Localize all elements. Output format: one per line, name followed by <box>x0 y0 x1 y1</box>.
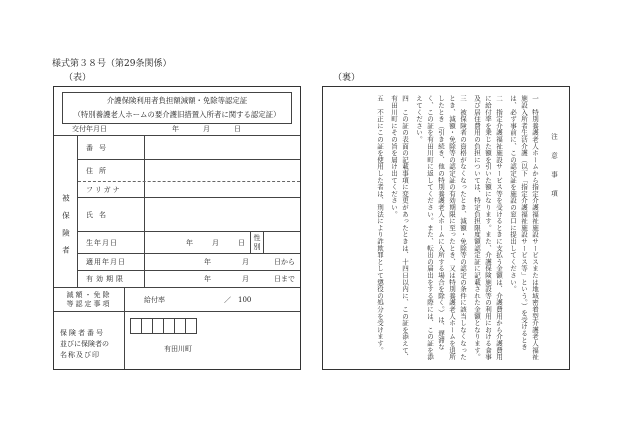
start-date-label: 適用年月日 <box>86 258 126 266</box>
notes-section <box>371 95 559 363</box>
expiry-label: 有効期限 <box>86 275 126 283</box>
birthdate-row <box>78 232 300 254</box>
title-line-2: （特別養護老人ホームの要介護旧措置入所者に関する認定証） <box>73 110 281 119</box>
benefit-rate-label: 給付率 <box>144 295 165 304</box>
birthdate-label: 生年月日 <box>86 238 118 247</box>
front-side-label: （表） <box>64 73 92 83</box>
insurer-section <box>54 312 300 369</box>
expiry-row <box>78 271 300 288</box>
title-line-1: 介護保険利用者負担額減額・免除等認定証 <box>106 96 248 105</box>
note-item: 一 特別養護老人ホームから指定介護福祉施設サービスまたは地域密着型介護老人福祉施設入所者生活介護（以下「指定介護福祉施設サービス等」という。）を受けるときは、必ず事前に、この認定証を施設の窓口に提出してください。 <box>509 95 539 361</box>
birth-month: 月 <box>212 238 219 247</box>
insured-person-vertical-text: 被保険者 <box>61 194 71 264</box>
name-row <box>78 198 300 232</box>
start-from: 日から <box>274 258 295 266</box>
notes-heading: 注 意 事 項 <box>550 133 558 200</box>
reduction-row <box>54 288 300 312</box>
expiry-month: 月 <box>242 275 249 283</box>
back-side-label: （裏） <box>333 73 361 83</box>
reduction-label-line-2: 等認定事項 <box>66 300 112 308</box>
insurer-label-line-1: 保険者番号 <box>60 329 105 337</box>
insured-number-row <box>78 136 300 160</box>
name-label: 氏名 <box>86 210 112 219</box>
insured-number-label: 番号 <box>86 143 112 152</box>
note-item: 四 この証の表面の記載事項に変更があったときは、十四日以内に、この証を添えて、有田川町にその旨を届け出てください。 <box>390 95 409 361</box>
insurer-label <box>60 328 122 361</box>
reduction-label <box>58 291 120 309</box>
start-date-row <box>78 254 300 271</box>
expiry-until: 日まで <box>274 275 295 283</box>
furigana-label: フリガナ <box>86 185 122 194</box>
furigana-row <box>78 182 300 198</box>
insured-person-header <box>54 136 78 288</box>
sex-label: 性別 <box>250 232 264 253</box>
insurer-label-line-2: 並びに保険者の <box>60 340 109 348</box>
certificate-back <box>322 86 570 370</box>
certificate-front <box>53 86 301 370</box>
issue-date-row <box>54 123 300 136</box>
insured-person-label <box>54 174 77 284</box>
start-year: 年 <box>204 258 211 266</box>
insurer-number-boxes <box>130 318 196 334</box>
birth-year: 年 <box>186 238 193 247</box>
birth-day: 日 <box>238 238 245 247</box>
address-row <box>78 160 300 182</box>
form-number: 様式第３８号（第29条関係） <box>52 59 172 69</box>
expiry-year: 年 <box>204 275 211 283</box>
insurer-label-line-3: 名称及び印 <box>60 351 100 359</box>
note-item: 三 被保険者の資格がなくなったとき、減額・免除等の認定の条件に該当しなくなったとき、減額・免除等の認定証の有効期限に至ったとき、又は特別養護老人ホームを退所したとき（引き続き、他の特別養護老人ホームに入所する場合を除く。）は、遅滞なく、この証を有田川町に返してください。また、転出の届出をする際には、この証を添えてください。 <box>415 95 467 361</box>
note-item: 五 不正にこの証を使用した者は、刑法により詐欺罪として懲役の処分を受けます。 <box>376 95 384 354</box>
benefit-rate-denominator: ／ 100 <box>224 295 252 304</box>
certificate-title <box>62 92 292 124</box>
note-item: 二 指定介護福祉施設サービス等を受けるときに支払う金額は、介護費用から介護費用に給付率を乗じた額を引いた額になります。また、介護保険施設等の利用における食事及び居住費用の負担については、特定負担限度額認定証に記載された金額となります。 <box>473 95 503 361</box>
insurer-name: 有田川町 <box>164 345 192 353</box>
address-label: 住所 <box>86 166 112 175</box>
start-month: 月 <box>242 258 249 266</box>
issue-date-label: 交付年月日 <box>72 125 107 133</box>
insurer-digit-box <box>185 318 197 334</box>
issue-date-value: 年 月 日 <box>172 125 241 133</box>
reduction-label-line-1: 減額・免除 <box>66 291 112 299</box>
